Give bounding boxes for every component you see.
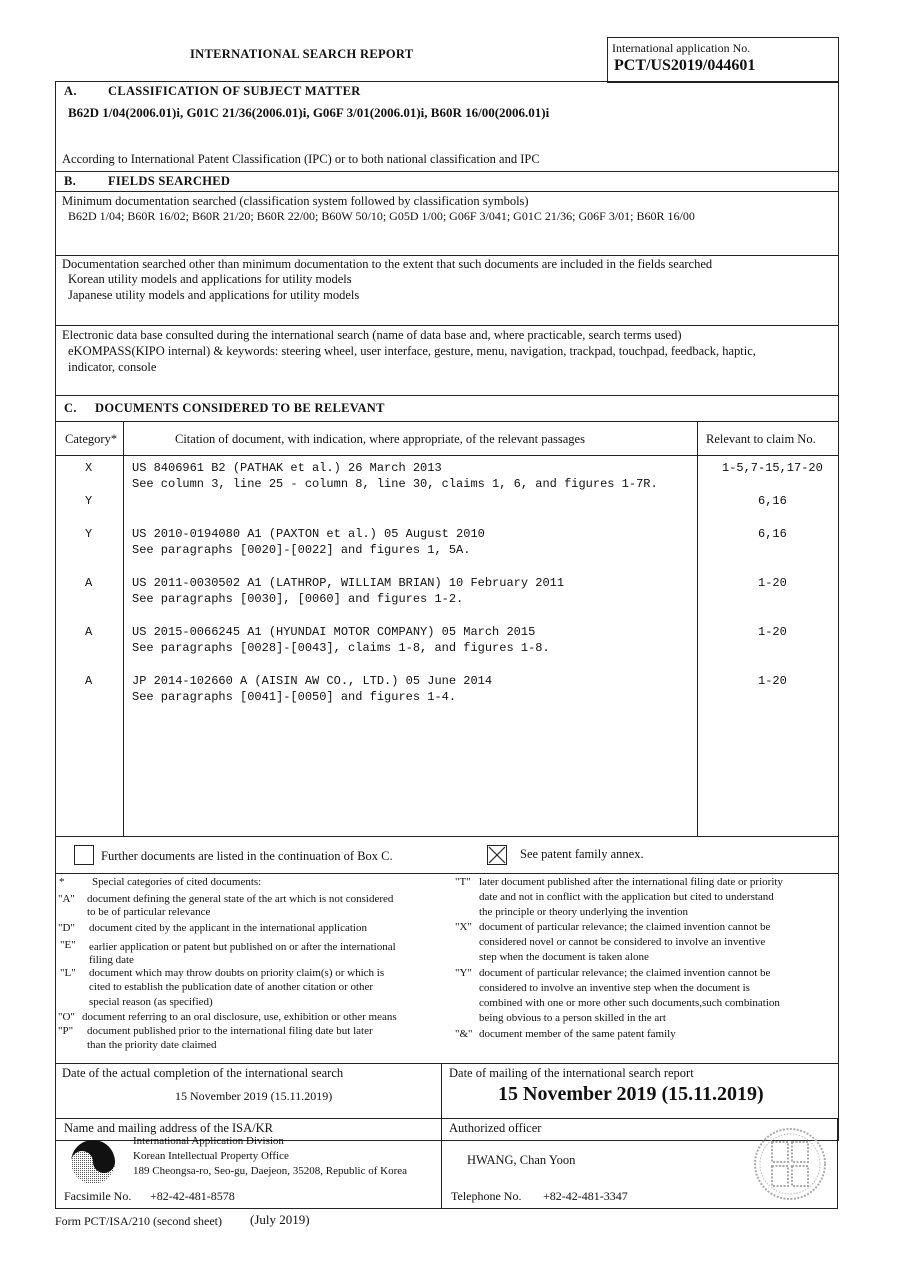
- citation-relevant-claims: 1-20: [758, 625, 787, 639]
- frame-edge: [55, 1118, 56, 1208]
- legend-text: special reason (as specified): [89, 996, 213, 1008]
- citation-relevant-claims: 1-5,7-15,17-20: [722, 461, 823, 475]
- legend-text: later document published after the international filing date or priority: [479, 876, 783, 888]
- mailing-date: 15 November 2019 (15.11.2019): [498, 1083, 764, 1105]
- citation-document: JP 2014-102660 A (AISIN AW CO., LTD.) 05 June 2014: [132, 674, 493, 688]
- section-c-heading: DOCUMENTS CONSIDERED TO BE RELEVANT: [95, 401, 385, 415]
- legend-code: "A": [58, 893, 75, 905]
- isa-office: Korean Intellectual Property Office: [133, 1150, 289, 1162]
- other-doc-label: Documentation searched other than minimum documentation to the extent that such documents are included in the fields searched: [62, 257, 713, 271]
- citation-passages: See column 3, line 25 - column 8, line 30, claims 1, 6, and figures 1-7R.: [132, 477, 658, 491]
- legend-code: "&": [455, 1028, 473, 1040]
- legend-code: "X": [455, 921, 472, 933]
- database-terms-1: eKOMPASS(KIPO internal) & keywords: steering wheel, user interface, gesture, menu, navigation, trackpad, touchpad, feedback, haptic,: [68, 344, 756, 358]
- checkmark-x-icon: [488, 846, 506, 864]
- other-doc-korean: Korean utility models and applications for utility models: [68, 272, 352, 286]
- citation-category: X: [85, 461, 93, 475]
- legend-text: being obvious to a person skilled in the art: [479, 1012, 666, 1024]
- citation-passages: See paragraphs [0020]-[0022] and figures 1, 5A.: [132, 543, 471, 557]
- section-b-heading: FIELDS SEARCHED: [108, 174, 231, 188]
- legend-code: "O": [58, 1011, 75, 1023]
- citation-relevant-claims: 6,16: [758, 527, 787, 541]
- citation-relevant-claims: 1-20: [758, 576, 787, 590]
- application-number: PCT/US2019/044601: [614, 57, 756, 74]
- divider: [55, 395, 838, 396]
- divider: [55, 421, 838, 422]
- telephone-label: Telephone No.: [451, 1189, 522, 1203]
- divider: [55, 455, 838, 456]
- col-divider: [123, 421, 124, 836]
- completion-date: 15 November 2019 (15.11.2019): [175, 1089, 333, 1103]
- legend-code: "P": [58, 1025, 74, 1037]
- legend-text: date and not in conflict with the application but cited to understand: [479, 891, 774, 903]
- citation-document: US 2011-0030502 A1 (LATHROP, WILLIAM BRIAN) 10 February 2011: [132, 576, 565, 590]
- legend-text: considered to involve an inventive step when the document is: [479, 982, 750, 994]
- legend-text: document which may throw doubts on priority claim(s) or which is: [89, 967, 385, 979]
- legend-text: document member of the same patent family: [479, 1028, 676, 1040]
- legend-text: than the priority date claimed: [87, 1039, 217, 1051]
- legend-text: earlier application or patent but published on or after the international: [89, 941, 396, 953]
- citation-category: Y: [85, 527, 93, 541]
- section-c-letter: C.: [64, 401, 77, 415]
- legend-text: step when the document is taken alone: [479, 951, 649, 963]
- legend-code: "D": [58, 922, 75, 934]
- section-a-heading: CLASSIFICATION OF SUBJECT MATTER: [108, 84, 361, 98]
- divider: [55, 1208, 838, 1209]
- isa-division: International Application Division: [133, 1135, 284, 1147]
- legend-text: document defining the general state of the art which is not considered: [87, 893, 394, 905]
- officer-name: HWANG, Chan Yoon: [467, 1153, 576, 1167]
- database-label: Electronic data base consulted during the international search (name of data base and, where practicable, search terms used): [62, 328, 682, 342]
- legend-text: document of particular relevance; the claimed invention cannot be: [479, 967, 771, 979]
- citation-passages: See paragraphs [0030], [0060] and figures 1-2.: [132, 592, 464, 606]
- col-divider: [441, 1118, 442, 1208]
- citation-document: US 2010-0194080 A1 (PAXTON et al.) 05 August 2010: [132, 527, 485, 541]
- citation-category: A: [85, 674, 93, 688]
- further-docs-checkbox[interactable]: [74, 845, 94, 865]
- legend-code: "T": [455, 876, 471, 888]
- divider: [55, 836, 838, 837]
- citation-relevant-claims: 1-20: [758, 674, 787, 688]
- completion-label: Date of the actual completion of the international search: [62, 1066, 344, 1080]
- legend-text: the principle or theory underlying the invention: [479, 906, 688, 918]
- legend-text: document of particular relevance; the claimed invention cannot be: [479, 921, 771, 933]
- ipc-classification: B62D 1/04(2006.01)i, G01C 21/36(2006.01)i, G06F 3/01(2006.01)i, B60R 16/00(2006.01)i: [68, 105, 550, 120]
- legend-text: document referring to an oral disclosure, use, exhibition or other means: [82, 1011, 397, 1023]
- frame-edge: [837, 1118, 838, 1208]
- citation-category: Y: [85, 494, 93, 508]
- section-a-letter: A.: [64, 84, 77, 98]
- divider: [55, 873, 838, 874]
- citation-category: A: [85, 576, 93, 590]
- other-doc-japanese: Japanese utility models and applications for utility models: [68, 288, 360, 302]
- official-seal-icon: [752, 1126, 828, 1202]
- form-date: (July 2019): [250, 1212, 310, 1227]
- legend-code: "E": [60, 939, 76, 951]
- col-relevant-header: Relevant to claim No.: [706, 432, 816, 446]
- citation-relevant-claims: 6,16: [758, 494, 787, 508]
- divider: [55, 1118, 838, 1119]
- isa-label: Name and mailing address of the ISA/KR: [64, 1121, 273, 1135]
- mailing-label: Date of mailing of the international search report: [449, 1066, 694, 1080]
- divider: [55, 325, 838, 326]
- divider: [55, 255, 838, 256]
- min-doc-label: Minimum documentation searched (classification system followed by classification symbols): [62, 194, 529, 208]
- legend-code: "Y": [455, 967, 472, 979]
- citation-passages: See paragraphs [0028]-[0043], claims 1-8, and figures 1-8.: [132, 641, 550, 655]
- telephone-number: +82-42-481-3347: [543, 1189, 628, 1203]
- col-citation-header: Citation of document, with indication, where appropriate, of the relevant passages: [175, 432, 585, 446]
- divider: [55, 1063, 838, 1064]
- citation-document: US 8406961 B2 (PATHAK et al.) 26 March 2013: [132, 461, 442, 475]
- fax-number: +82-42-481-8578: [150, 1189, 235, 1203]
- report-title: INTERNATIONAL SEARCH REPORT: [190, 47, 414, 61]
- citation-passages: See paragraphs [0041]-[0050] and figures 1-4.: [132, 690, 457, 704]
- officer-label: Authorized officer: [449, 1121, 542, 1135]
- legend-star: *: [59, 876, 65, 888]
- legend-text: combined with one or more other such documents,such combination: [479, 997, 780, 1009]
- col-category-header: Category*: [65, 432, 118, 446]
- legend-text: document published prior to the international filing date but later: [87, 1025, 373, 1037]
- form-id: Form PCT/ISA/210 (second sheet): [55, 1214, 222, 1228]
- legend-text: filing date: [89, 954, 134, 966]
- patent-family-label: See patent family annex.: [520, 847, 644, 861]
- ipc-note: According to International Patent Classification (IPC) or to both national classification and IPC: [62, 152, 540, 166]
- legend-text: cited to establish the publication date of another citation or other: [89, 981, 374, 993]
- legend-code: "L": [60, 967, 76, 979]
- min-doc-symbols: B62D 1/04; B60R 16/02; B60R 21/20; B60R 22/00; B60W 50/10; G05D 1/00; G06F 3/041; G01C 21/36; G06F 3/01; B60R 16/00: [68, 209, 695, 223]
- legend-title: Special categories of cited documents:: [92, 876, 262, 888]
- legend-text: document cited by the applicant in the international application: [89, 922, 367, 934]
- patent-family-checkbox[interactable]: [487, 845, 507, 865]
- section-b-letter: B.: [64, 174, 77, 188]
- legend-text: to be of particular relevance: [87, 906, 211, 918]
- legend-text: considered novel or cannot be considered to involve an inventive: [479, 936, 766, 948]
- kipo-logo: [66, 1138, 120, 1186]
- application-number-label: International application No.: [612, 41, 751, 55]
- citation-category: A: [85, 625, 93, 639]
- divider: [55, 171, 838, 172]
- isa-address: 189 Cheongsa-ro, Seo-gu, Daejeon, 35208, Republic of Korea: [133, 1165, 408, 1177]
- database-terms-2: indicator, console: [68, 360, 157, 374]
- citation-document: US 2015-0066245 A1 (HYUNDAI MOTOR COMPANY) 05 March 2015: [132, 625, 536, 639]
- further-docs-label: Further documents are listed in the continuation of Box C.: [101, 849, 393, 863]
- divider: [55, 191, 838, 192]
- col-divider: [697, 421, 698, 836]
- fax-label: Facsimile No.: [64, 1189, 132, 1203]
